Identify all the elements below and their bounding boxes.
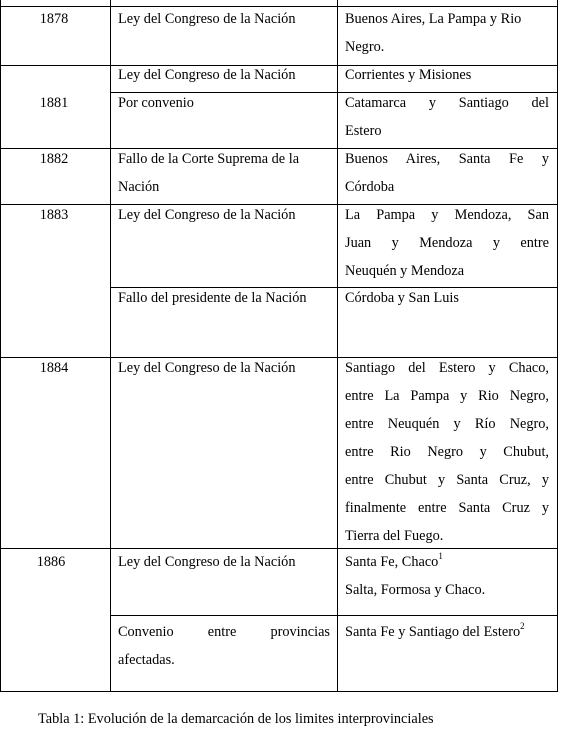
footnote-marker: 1 [438, 551, 443, 562]
source-cell: Ley del Congreso de la Nación [118, 67, 296, 83]
source-cell: Fallo del presidente de la Nación [118, 290, 307, 306]
source-cell: Fallo de la Corte Suprema de la [118, 151, 300, 167]
provinces-line: Corrientes y Misiones [345, 67, 472, 83]
provinces-line: entre Rio Negro y Chubut, [345, 444, 549, 460]
provinces-line: Neuquén y Mendoza [345, 263, 465, 279]
table-border-right [557, 0, 558, 692]
column-divider-1 [110, 0, 111, 692]
year-cell: 1878 [39, 11, 69, 27]
provinces-line: entre La Pampa y Rio Negro, [345, 388, 549, 404]
row-border [0, 691, 558, 692]
source-cell: Ley del Congreso de la Nación [118, 207, 296, 223]
footnote-marker: 2 [520, 621, 525, 632]
provinces-line: Negro. [345, 39, 385, 55]
provinces-line: Tierra del Fuego. [345, 528, 444, 544]
provinces-line: Buenos Aires, La Pampa y Rio [345, 11, 522, 27]
year-cell: 1882 [39, 151, 69, 167]
year-cell: 1883 [39, 207, 69, 223]
provinces-line: Córdoba [345, 179, 395, 195]
provinces-line: entre Neuquén y Río Negro, [345, 416, 549, 432]
provinces-line: La Pampa y Mendoza, San [345, 207, 549, 223]
provinces-line [345, 548, 443, 576]
provinces-line: Salta, Formosa y Chaco. [345, 582, 486, 598]
provinces-line: Juan y Mendoza y entre [345, 235, 549, 251]
provinces-line: Catamarca y Santiago del [345, 95, 549, 111]
provinces-line: Estero [345, 123, 382, 139]
provinces-line: finalmente entre Santa Cruz y [345, 500, 549, 516]
provinces-line: Córdoba y San Luis [345, 290, 459, 306]
source-cell: Nación [118, 179, 160, 195]
source-cell: Ley del Congreso de la Nación [118, 360, 296, 376]
provinces-text: Santa Fe, Chaco [345, 554, 439, 570]
source-cell: Ley del Congreso de la Nación [118, 11, 296, 27]
year-cell: 1881 [39, 95, 69, 111]
source-cell: afectadas. [118, 652, 175, 668]
provinces-line: entre Chubut y Santa Cruz, y [345, 472, 549, 488]
provinces-line: Santiago del Estero y Chaco, [345, 360, 549, 376]
provinces-text: Santa Fe y Santiago del Estero [345, 624, 521, 640]
column-divider-2 [337, 0, 338, 692]
table-caption: Tabla 1: Evolución de la demarcación de los limites interprovinciales [38, 711, 434, 727]
source-cell: Por convenio [118, 95, 194, 111]
source-cell: Ley del Congreso de la Nación [118, 554, 296, 570]
provinces-line [345, 618, 525, 646]
sub-row-border [110, 615, 558, 616]
year-cell: 1886 [36, 554, 66, 570]
provinces-line: Buenos Aires, Santa Fe y [345, 151, 549, 167]
source-cell: Convenio entre provincias [118, 624, 330, 640]
year-cell: 1884 [39, 360, 69, 376]
